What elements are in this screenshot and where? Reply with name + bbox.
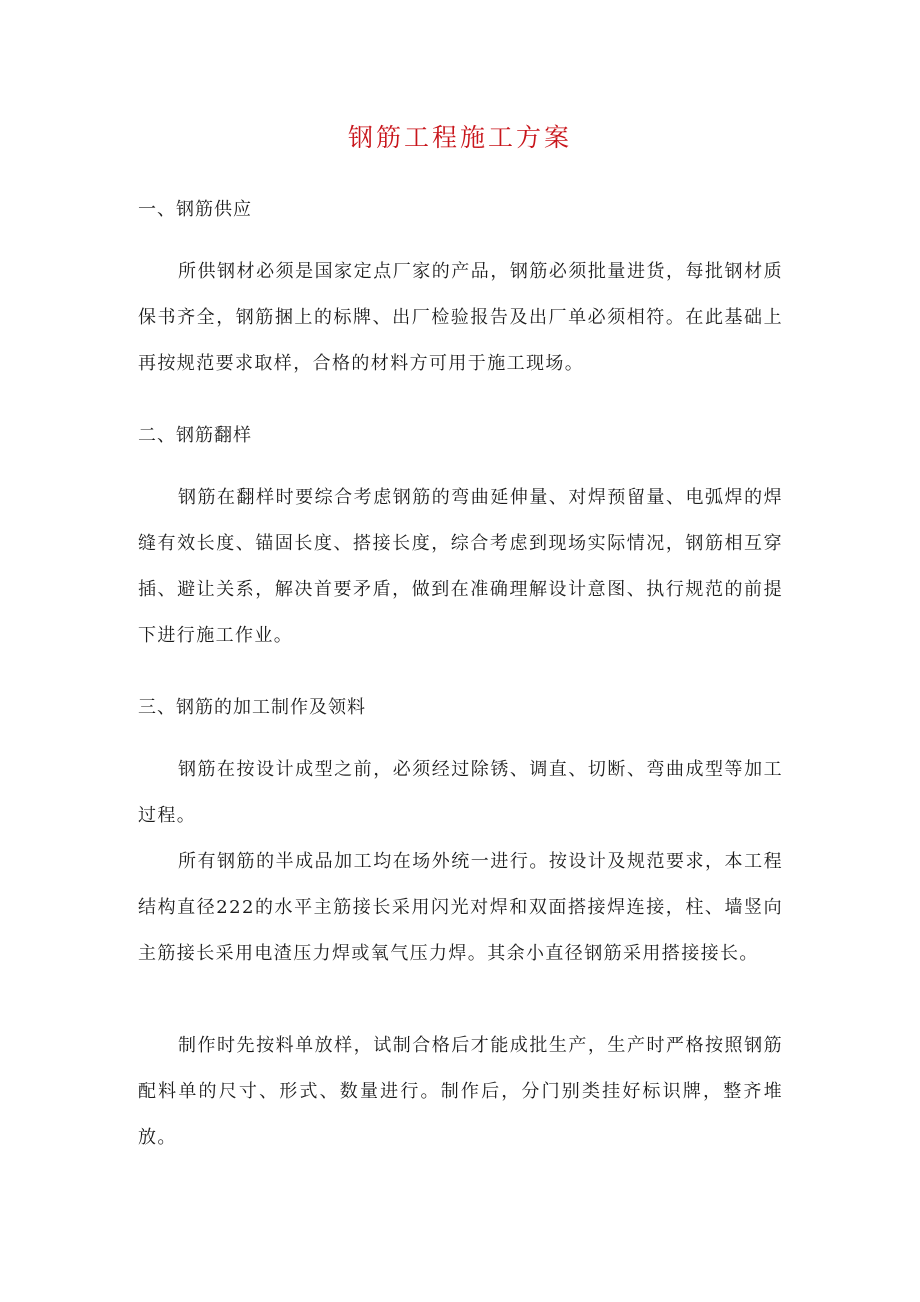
section-paragraph-supply: 所供钢材必须是国家定点厂家的产品，钢筋必须批量进货，每批钢材质保书齐全，钢筋捆上的标牌、出厂检验报告及出厂单必须相符。在此基础上再按规范要求取样，合格的材料方可用于施工现场。 (138, 261, 783, 374)
section-paragraph-processing-2: 所有钢筋的半成品加工均在场外统一进行。按设计及规范要求，本工程结构直径222的水平主筋接长采用闪光对焊和双面搭接焊连接，柱、墙竖向主筋接长采用电渣压力焊或氧气压力焊。其余小直径钢筋采用搭接接长。 (138, 851, 783, 964)
section-heading-layout: 二、钢筋翻样 (138, 425, 252, 446)
document-title: 钢筋工程施工方案 (347, 123, 572, 152)
section-paragraph-layout: 钢筋在翻样时要综合考虑钢筋的弯曲延伸量、对焊预留量、电弧焊的焊缝有效长度、锚固长度、搭接长度，综合考虑到现场实际情况，钢筋相互穿插、避让关系，解决首要矛盾，做到在准确理解设计意图、执行规范的前提下进行施工作业。 (138, 487, 783, 646)
section-paragraph-processing-1: 钢筋在按设计成型之前，必须经过除锈、调直、切断、弯曲成型等加工过程。 (138, 759, 783, 826)
section-paragraph-processing-3: 制作时先按料单放样，试制合格后才能成批生产，生产时严格按照钢筋配料单的尺寸、形式、数量进行。制作后，分门别类挂好标识牌，整齐堆放。 (138, 1035, 783, 1148)
section-heading-supply: 一、钢筋供应 (138, 199, 252, 220)
section-heading-processing: 三、钢筋的加工制作及领料 (138, 697, 366, 718)
